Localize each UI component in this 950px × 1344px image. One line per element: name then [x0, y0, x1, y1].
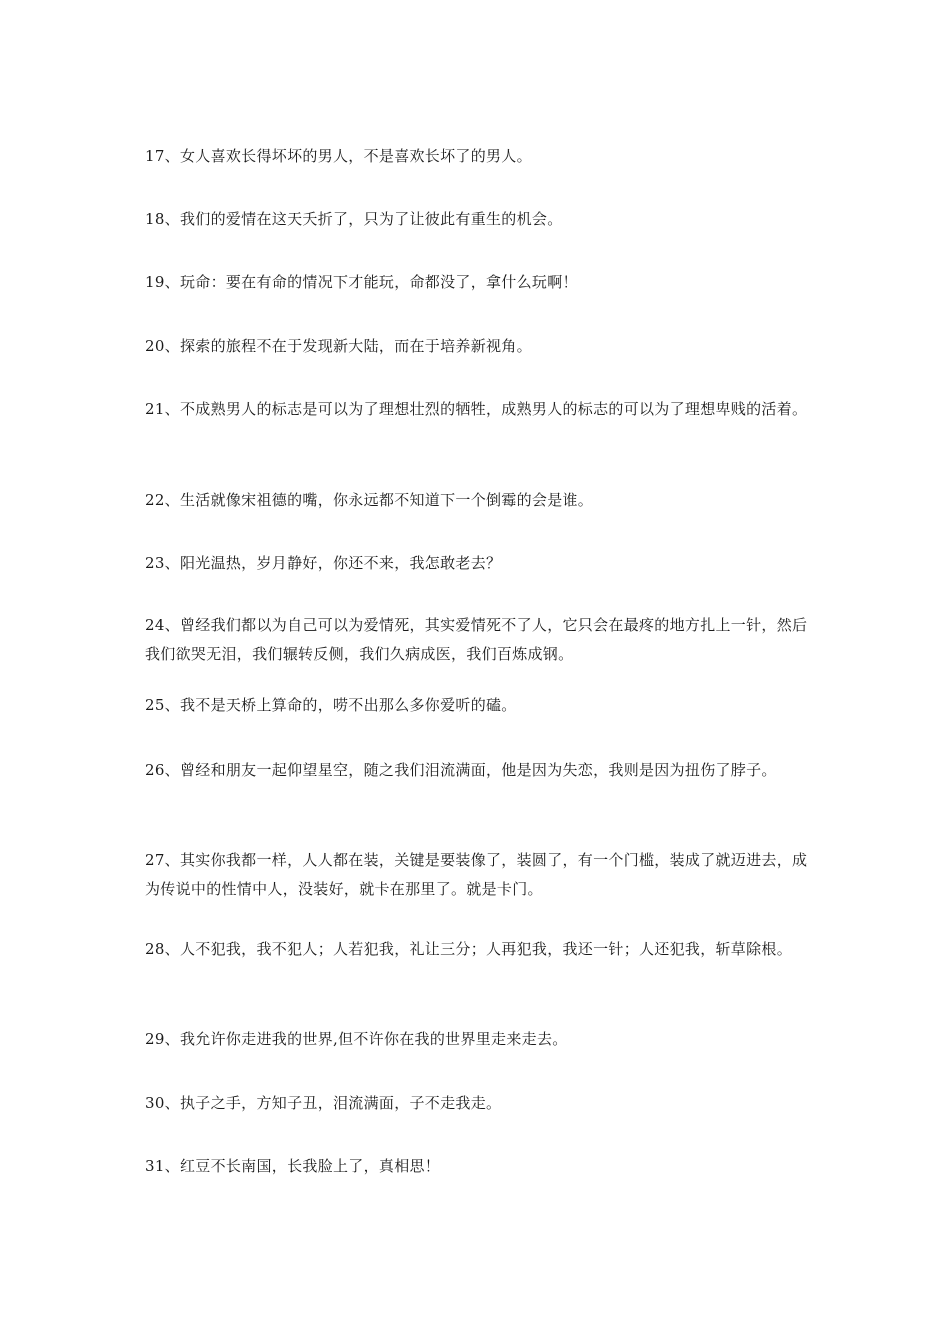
- entry-26: 26、曾经和朋友一起仰望星空，随之我们泪流满面，他是因为失恋，我则是因为扭伤了脖子。: [145, 761, 777, 779]
- entry-29: 29、我允许你走进我的世界,但不许你在我的世界里走来走去。: [145, 1030, 568, 1048]
- entry-20: 20、探索的旅程不在于发现新大陆，而在于培养新视角。: [145, 337, 532, 355]
- entry-18: 18、我们的爱情在这天夭折了，只为了让彼此有重生的机会。: [145, 210, 563, 228]
- entry-17: 17、女人喜欢长得坏坏的男人，不是喜欢长坏了的男人。: [145, 147, 532, 165]
- entry-22: 22、生活就像宋祖德的嘴，你永远都不知道下一个倒霉的会是谁。: [145, 491, 594, 509]
- entry-19: 19、玩命：要在有命的情况下才能玩，命都没了，拿什么玩啊！: [145, 273, 578, 291]
- entry-27: 27、其实你我都一样，人人都在装，关键是要装像了，装圆了，有一个门槛，装成了就迈进去，成为传说中的性情中人，没装好，就卡在那里了。就是卡门。: [145, 851, 808, 898]
- entry-24: 24、曾经我们都以为自己可以为爱情死，其实爱情死不了人，它只会在最疼的地方扎上一针，然后我们欲哭无泪，我们辗转反侧，我们久病成医，我们百炼成钢。: [145, 616, 808, 663]
- entry-25: 25、我不是天桥上算命的，唠不出那么多你爱听的磕。: [145, 696, 517, 714]
- entry-28: 28、人不犯我，我不犯人；人若犯我，礼让三分；人再犯我，我还一针；人还犯我，斩草除根。: [145, 940, 792, 958]
- entry-31: 31、红豆不长南国，长我脸上了，真相思！: [145, 1157, 441, 1175]
- entry-21: 21、不成熟男人的标志是可以为了理想壮烈的牺牲，成熟男人的标志的可以为了理想卑贱的活着。: [145, 400, 808, 418]
- entry-23: 23、阳光温热，岁月静好，你还不来，我怎敢老去？: [145, 554, 502, 572]
- entry-30: 30、执子之手，方知子丑，泪流满面，子不走我走。: [145, 1094, 502, 1112]
